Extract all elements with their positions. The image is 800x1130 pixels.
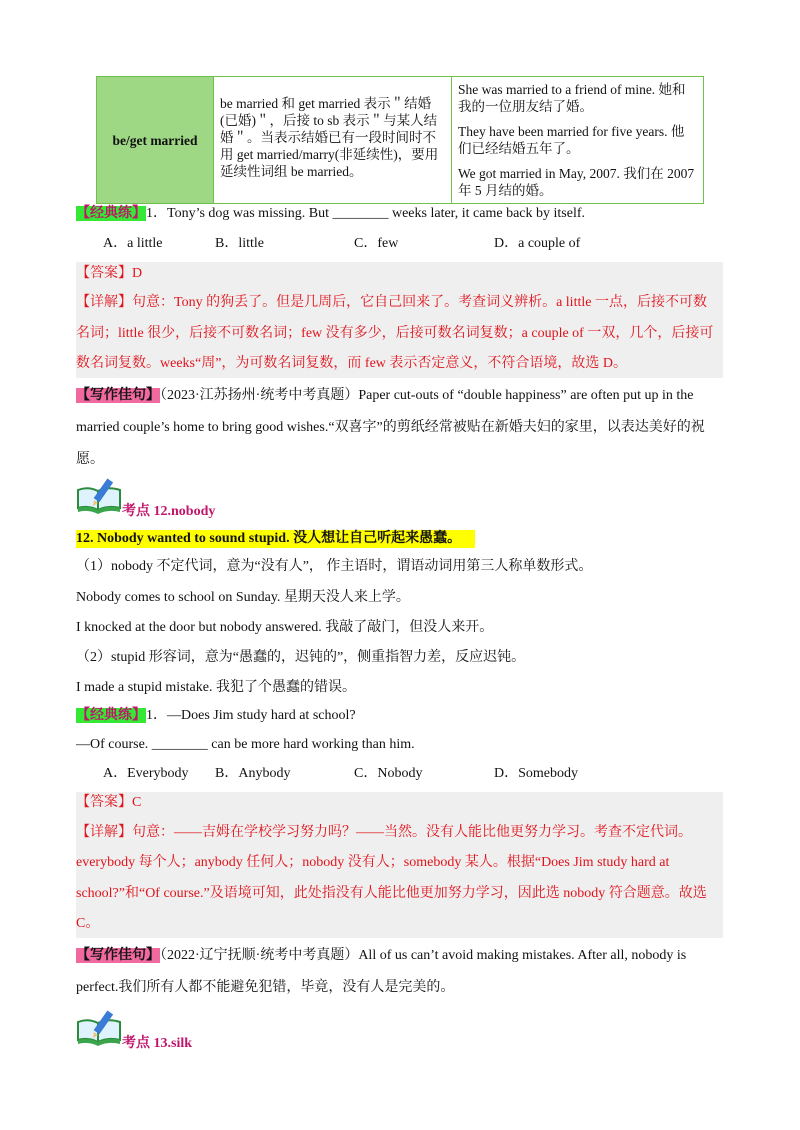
question-text: 1．—Does Jim study hard at school? bbox=[146, 708, 356, 723]
vocab-example: We got married in May, 2007. 我们在 2007 年 5 月结的婚。 bbox=[458, 166, 695, 198]
exercise-tag: 【经典练】 bbox=[76, 708, 146, 723]
exercise-1-question bbox=[76, 204, 585, 224]
detail-line: school?”和“Of course.”及语境可知，此处指没有人能比他更加努力学习，因此选 nobody 符合题意。故选 bbox=[76, 886, 707, 901]
vocab-table bbox=[96, 76, 704, 204]
detail-line: 数名词复数。weeks“周”，为可数名词复数，而 few 表示否定意义，不符合语境，故选 D。 bbox=[76, 356, 628, 371]
detail-line: 【详解】句意：——吉姆在学校学习努力吗？——当然。没有人能比他更努力学习。考查不定代词。 bbox=[76, 825, 692, 840]
question-text: —Of course. ________ can be more hard working than him. bbox=[76, 737, 415, 752]
explanation-line: （2）stupid 形容词，意为“愚蠢的，迟钝的”，侧重指智力差，反应迟钝。 bbox=[76, 650, 526, 665]
writing-sentence-2 bbox=[76, 946, 686, 966]
vocab-examples bbox=[452, 77, 704, 204]
writing-text: （2022·辽宁抚顺·统考中考真题）All of us can’t avoid making mistakes. After all, nobody is bbox=[160, 948, 687, 963]
detail-line: 名词；little 很少，后接不可数名词；few 没有多少，后接可数名词复数；a couple of 一双，几个，后接可 bbox=[76, 326, 714, 341]
example-line: Nobody comes to school on Sunday. 星期天没人来上学。 bbox=[76, 590, 410, 605]
writing-sentence-1 bbox=[76, 386, 693, 406]
option-d: D．a couple of bbox=[494, 236, 581, 251]
question-text: 1．Tony’s dog was missing. But ________ weeks later, it came back by itself. bbox=[146, 206, 586, 221]
option-d: D．Somebody bbox=[494, 766, 578, 781]
vocab-term: be/get married bbox=[97, 77, 214, 204]
example-line: I made a stupid mistake. 我犯了个愚蠢的错误。 bbox=[76, 680, 356, 695]
answer-2: 【答案】C bbox=[76, 795, 142, 810]
writing-text: married couple’s home to bring good wishes.“双喜字”的剪纸经常被贴在新婚夫妇的家里，以表达美好的祝 bbox=[76, 420, 705, 435]
option-b: B．little bbox=[215, 236, 264, 251]
answer-1: 【答案】D bbox=[76, 266, 143, 281]
option-a: A．a little bbox=[103, 236, 163, 251]
exercise-tag: 【经典练】 bbox=[76, 206, 146, 221]
writing-tag: 【写作佳句】 bbox=[76, 948, 160, 963]
kaodian-13-title: 考点 13.silk bbox=[122, 1036, 193, 1051]
option-c: C．Nobody bbox=[354, 766, 423, 781]
explanation-line: （1）nobody 不定代词，意为“没有人”， 作主语时，谓语动词用第三人称单数形式。 bbox=[76, 559, 593, 574]
detail-line: C。 bbox=[76, 916, 100, 931]
option-a: A．Everybody bbox=[103, 766, 189, 781]
writing-text: 愿。 bbox=[76, 452, 104, 467]
vocab-explanation: be married 和 get married 表示＂结婚(已婚)＂，后接 to sb 表示＂与某人结婚＂。当表示结婚已有一段时间时不用 get married/marry(非延续性)，要用延续性词组 be married。 bbox=[214, 77, 452, 204]
detail-line: 【详解】句意：Tony 的狗丢了。但是几周后，它自己回来了。考查词义辨析。a little 一点，后接不可数 bbox=[76, 295, 707, 310]
writing-text: perfect.我们所有人都不能避免犯错，毕竟，没有人是完美的。 bbox=[76, 980, 455, 995]
writing-text: （2023·江苏扬州·统考中考真题）Paper cut-outs of “double happiness” are often put up in the bbox=[160, 388, 694, 403]
book-pencil-icon bbox=[76, 478, 122, 514]
option-b: B．Anybody bbox=[215, 766, 291, 781]
detail-line: everybody 每个人；anybody 任何人；nobody 没有人；somebody 某人。根据“Does Jim study hard at bbox=[76, 855, 670, 870]
book-pencil-icon bbox=[76, 1010, 122, 1046]
writing-tag: 【写作佳句】 bbox=[76, 388, 160, 403]
option-c: C．few bbox=[354, 236, 399, 251]
kaodian-12-headline: 12. Nobody wanted to sound stupid. 没人想让自己听起来愚蠢。 bbox=[76, 530, 475, 548]
vocab-example: She was married to a friend of mine. 她和我的一位朋友结了婚。 bbox=[458, 82, 686, 114]
exercise-2-question bbox=[76, 706, 356, 726]
vocab-example: They have been married for five years. 他们已经结婚五年了。 bbox=[458, 124, 685, 156]
example-line: I knocked at the door but nobody answered. 我敲了敲门，但没人来开。 bbox=[76, 620, 494, 635]
kaodian-12-title: 考点 12.nobody bbox=[122, 504, 216, 519]
